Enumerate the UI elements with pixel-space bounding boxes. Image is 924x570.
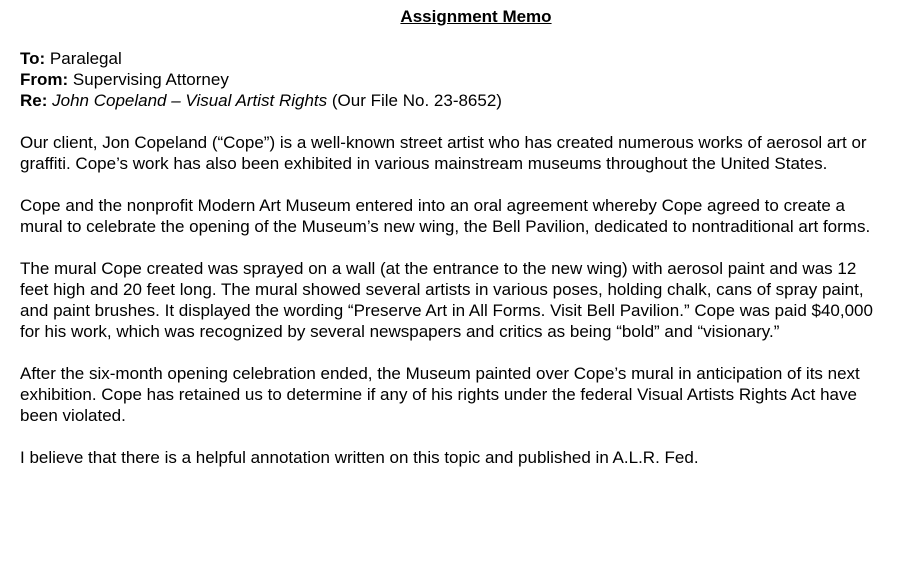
re-label: Re: [20, 91, 48, 110]
re-dash: – [166, 91, 186, 110]
paragraph-mural-painted-over: After the six-month opening celebration ended, the Museum painted over Cope’s mural in anticipation of its next exhibition. Cope has retained us to determine if any of his rights under the federal Visual Artists Rights Act have been violated. [20, 364, 860, 425]
memo-title: Assignment Memo [400, 7, 552, 26]
paragraph-client-background: Our client, Jon Copeland (“Cope”) is a well-known street artist who has created numerous works of aerosol art or graffiti. Cope’s work has also been exhibited in various mainstream museums throughout the United States. [20, 133, 867, 173]
paragraph-mural-description: The mural Cope created was sprayed on a wall (at the entrance to the new wing) with aerosol paint and was 12 feet high and 20 feet long. The mural showed several artists in various poses, holding chalk, cans of spray paint, and paint brushes. It displayed the wording “Preserve Art in All Forms. Visit Bell Pavilion.” Cope was paid $40,000 for his work, which was recognized by several newspapers and critics as being “bold” and “visionary.” [20, 259, 873, 341]
re-file-number: (Our File No. 23-8652) [331, 91, 502, 110]
to-line [20, 48, 904, 69]
re-client-name: John Copeland [52, 91, 167, 110]
from-line [20, 69, 904, 90]
paragraph-annotation-note: I believe that there is a helpful annotation written on this topic and published in A.L.R. Fed. [20, 448, 699, 467]
from-value: Supervising Attorney [72, 70, 229, 89]
memo-header [20, 48, 904, 111]
from-label: From: [20, 70, 69, 89]
to-label: To: [20, 49, 46, 68]
paragraph-agreement: Cope and the nonprofit Modern Art Museum entered into an oral agreement whereby Cope agreed to create a mural to celebrate the opening of the Museum’s new wing, the Bell Pavilion, dedicated to nontraditional art forms. [20, 196, 871, 236]
to-value: Paralegal [49, 49, 122, 68]
re-subject: Visual Artist Rights [185, 91, 328, 110]
re-line [20, 90, 904, 111]
